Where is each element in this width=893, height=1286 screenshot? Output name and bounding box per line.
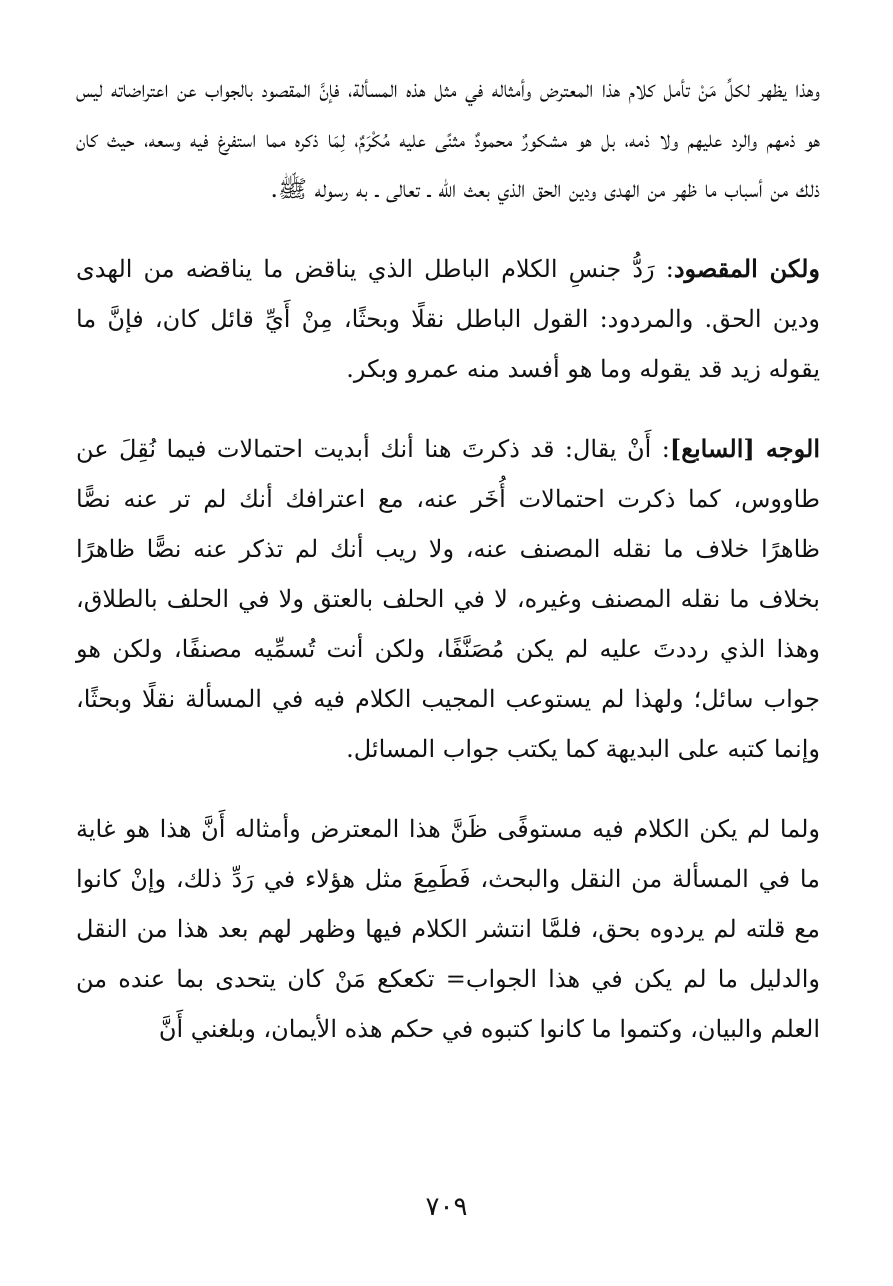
paragraph-4 [76,804,820,1054]
paragraph-3 [76,424,820,774]
paragraph-3-text: : أَنْ يقال: قد ذكرتَ هنا أنك أبديت احتمالات فيما نُقِلَ عن طاووس، كما ذكرت احتمالات أُخَر عنه، مع اعترافك أنك لم تر عنه نصًّا ظاهرًا خلاف ما نقله المصنف عنه، ولا ريب أنك لم تذكر عنه نصًّا ظاهرًا بخلاف ما نقله المصنف وغيره، لا في الحلف بالعتق ولا في الحلف بالطلاق، وهذا الذي رددتَ عليه لم يكن مُصَنَّفًا، ولكن أنت تُسمِّيه مصنفًا، ولكن هو جواب سائل؛ ولهذا لم يستوعب المجيب الكلام فيه في المسألة نقلًا وبحثًا، وإنما كتبه على البديهة كما يكتب جواب المسائل. [76,435,820,763]
paragraph-3-lead: الوجه [السابع] [669,434,820,463]
paragraph-1-text: وهذا يظهر لكلِّ مَنْ تأمل كلام هذا المعترض وأمثاله في مثل هذه المسألة، فإنَّ المقصود بالجواب عن اعتراضاته ليس هو ذمهم والرد عليهم ولا ذمه، بل هو مشكورٌ محمودٌ مثنًى عليه مُكْرَمٌ، لِمَا ذكره مما استفرغ فيه وسعه، حيث كان ذلك من أسباب ما ظهر من الهدى ودين الحق الذي بعث الله ـ تعالى ـ به رسوله ﷺ. [76,75,820,203]
page-number: ٧٠٩ [425,1192,468,1222]
page-body [76,64,820,1054]
paragraph-2 [76,244,820,394]
paragraph-4-text: ولما لم يكن الكلام فيه مستوفًى ظَنَّ هذا المعترض وأمثاله أَنَّ هذا هو غاية ما في المسألة من النقل والبحث، فَطَمِعَ مثل هؤلاء في رَدِّ ذلك، وإنْ كانوا مع قلته لم يردوه بحق، فلمَّا انتشر الكلام فيها وظهر لهم بعد هذا من النقل والدليل ما لم يكن في هذا الجواب= تكعكع مَنْ كان يتحدى بما عنده من العلم والبيان، وكتموا ما كانوا كتبوه في حكم هذه الأيمان، وبلغني أَنَّ [76,815,821,1043]
paragraph-1 [76,64,820,214]
paragraph-2-lead: ولكن المقصود [673,254,820,283]
paragraph-2-text: : رَدُّ جنسِ الكلام الباطل الذي يناقض ما يناقضه من الهدى ودين الحق. والمردود: القول الباطل نقلًا وبحثًا، مِنْ أَيِّ قائل كان، فإنَّ ما يقوله زيد قد يقوله وما هو أفسد منه عمرو وبكر. [76,255,820,383]
